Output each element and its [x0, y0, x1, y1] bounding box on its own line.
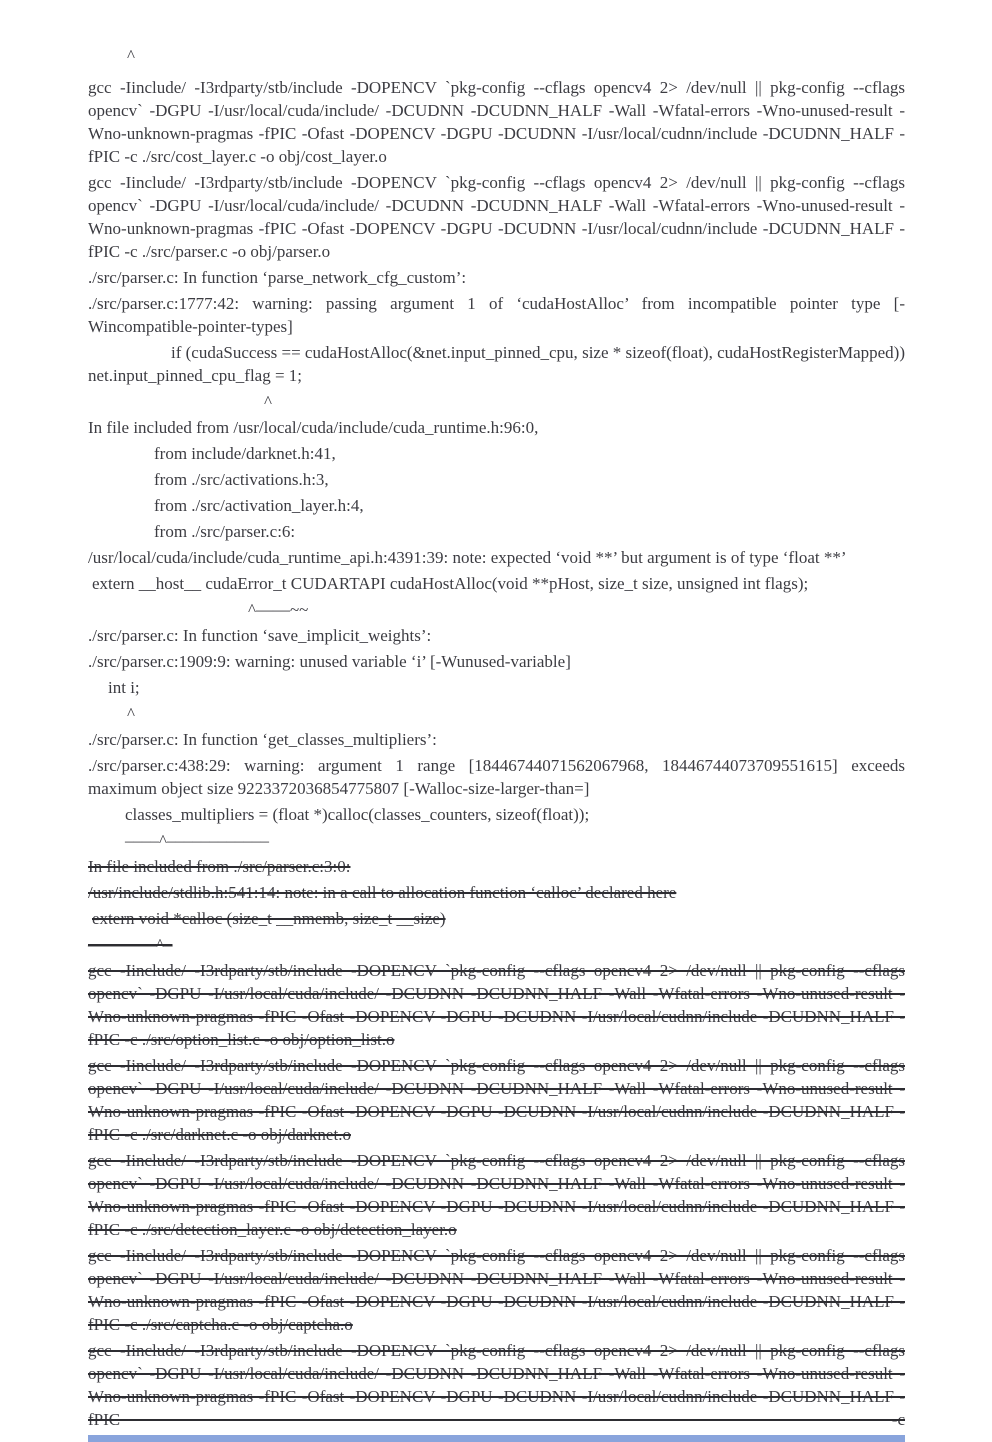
- caret-marker: ^: [127, 46, 135, 65]
- include-trace-line: from ./src/activations.h:3,: [154, 470, 329, 489]
- include-trace-line: In file included from ./src/parser.c:3:0:: [88, 857, 351, 876]
- note-line: /usr/include/stdlib.h:541:14: note: in a call to allocation function ‘calloc’ declared here: [88, 883, 677, 902]
- warning-line: ./src/parser.c:1909:9: warning: unused variable ‘i’ [-Wunused-variable]: [88, 652, 571, 671]
- code-excerpt-line: extern void *calloc (size_t __nmemb, size_t __size): [92, 909, 446, 928]
- gcc-command-cost-layer: gcc -Iinclude/ -I3rdparty/stb/include -DOPENCV `pkg-config --cflags opencv4 2> /dev/null || pkg-config --cflags opencv` -DGPU -I/usr/local/cuda/include/ -DCUDNN -DCUDNN_HALF -Wall -Wfatal-errors -Wno-unused-result -Wno-unknown-pragmas -fPIC -Ofast -DOPENCV -DGPU -DCUDNN -I/usr/local/cudnn/include -DCUDNN_HALF -fPIC -c ./src/cost_layer.c -o obj/cost_layer.o: [88, 78, 905, 166]
- warning-line: ./src/parser.c:438:29: warning: argument 1 range [18446744071562067968, 18446744073709551615] exceeds maximum object size 9223372036854775807 [-Walloc-size-larger-than=]: [88, 756, 905, 798]
- include-trace-line: In file included from /usr/local/cuda/include/cuda_runtime.h:96:0,: [88, 418, 539, 437]
- compiler-log-document: [88, 44, 905, 1431]
- dash-caret-marker: ————^–: [88, 935, 173, 954]
- code-excerpt-line: classes_multipliers = (float *)calloc(classes_counters, sizeof(float));: [125, 805, 590, 824]
- bottom-blue-bar: [88, 1435, 905, 1442]
- function-context-line: ./src/parser.c: In function ‘get_classes_multipliers’:: [88, 730, 437, 749]
- squiggle-marker: ^——~~: [248, 600, 309, 619]
- gcc-command-darknet: gcc -Iinclude/ -I3rdparty/stb/include -DOPENCV `pkg-config --cflags opencv4 2> /dev/null || pkg-config --cflags opencv` -DGPU -I/usr/local/cuda/include/ -DCUDNN -DCUDNN_HALF -Wall -Wfatal-errors -Wno-unused-result -Wno-unknown-pragmas -fPIC -Ofast -DOPENCV -DGPU -DCUDNN -I/usr/local/cudnn/include -DCUDNN_HALF -fPIC -c ./src/darknet.c -o obj/darknet.o: [88, 1056, 905, 1144]
- include-trace-line: from ./src/activation_layer.h:4,: [154, 496, 364, 515]
- gcc-command-option-list: gcc -Iinclude/ -I3rdparty/stb/include -DOPENCV `pkg-config --cflags opencv4 2> /dev/null || pkg-config --cflags opencv` -DGPU -I/usr/local/cuda/include/ -DCUDNN -DCUDNN_HALF -Wall -Wfatal-errors -Wno-unused-result -Wno-unknown-pragmas -fPIC -Ofast -DOPENCV -DGPU -DCUDNN -I/usr/local/cudnn/include -DCUDNN_HALF -fPIC -c ./src/option_list.c -o obj/option_list.o: [88, 961, 905, 1049]
- dash-caret-marker: ––––^––––––––––––: [125, 831, 269, 850]
- code-excerpt-line: if (cudaSuccess == cudaHostAlloc(&net.input_pinned_cpu, size * sizeof(float), cudaHostRegisterMapped)) net.input_pinned_cpu_flag = 1;: [88, 343, 905, 385]
- code-excerpt-line: int i;: [108, 678, 140, 697]
- caret-marker: ^: [127, 704, 135, 723]
- gcc-command-detection-layer: gcc -Iinclude/ -I3rdparty/stb/include -DOPENCV `pkg-config --cflags opencv4 2> /dev/null || pkg-config --cflags opencv` -DGPU -I/usr/local/cuda/include/ -DCUDNN -DCUDNN_HALF -Wall -Wfatal-errors -Wno-unused-result -Wno-unknown-pragmas -fPIC -Ofast -DOPENCV -DGPU -DCUDNN -I/usr/local/cudnn/include -DCUDNN_HALF -fPIC -c ./src/detection_layer.c -o obj/detection_layer.o: [88, 1151, 905, 1239]
- include-trace-line: from ./src/parser.c:6:: [154, 522, 296, 541]
- caret-marker: ^: [264, 392, 272, 411]
- warning-line: ./src/parser.c:1777:42: warning: passing argument 1 of ‘cudaHostAlloc’ from incompatible pointer type [-Wincompatible-pointer-types]: [88, 294, 905, 336]
- code-excerpt-line: extern __host__ cudaError_t CUDARTAPI cudaHostAlloc(void **pHost, size_t size, unsigned int flags);: [92, 574, 809, 593]
- gcc-command-parser: gcc -Iinclude/ -I3rdparty/stb/include -DOPENCV `pkg-config --cflags opencv4 2> /dev/null || pkg-config --cflags opencv` -DGPU -I/usr/local/cuda/include/ -DCUDNN -DCUDNN_HALF -Wall -Wfatal-errors -Wno-unused-result -Wno-unknown-pragmas -fPIC -Ofast -DOPENCV -DGPU -DCUDNN -I/usr/local/cudnn/include -DCUDNN_HALF -fPIC -c ./src/parser.c -o obj/parser.o: [88, 173, 905, 261]
- gcc-command-captcha: gcc -Iinclude/ -I3rdparty/stb/include -DOPENCV `pkg-config --cflags opencv4 2> /dev/null || pkg-config --cflags opencv` -DGPU -I/usr/local/cuda/include/ -DCUDNN -DCUDNN_HALF -Wall -Wfatal-errors -Wno-unused-result -Wno-unknown-pragmas -fPIC -Ofast -DOPENCV -DGPU -DCUDNN -I/usr/local/cudnn/include -DCUDNN_HALF -fPIC -c ./src/captcha.c -o obj/captcha.o: [88, 1246, 905, 1334]
- include-trace-line: from include/darknet.h:41,: [154, 444, 336, 463]
- gcc-command-truncated: gcc -Iinclude/ -I3rdparty/stb/include -DOPENCV `pkg-config --cflags opencv4 2> /dev/null || pkg-config --cflags opencv` -DGPU -I/usr/local/cuda/include/ -DCUDNN -DCUDNN_HALF -Wall -Wfatal-errors -Wno-unused-result -Wno-unknown-pragmas -fPIC -Ofast -DOPENCV -DGPU -DCUDNN -I/usr/local/cudnn/include -DCUDNN_HALF -fPIC -c: [88, 1341, 905, 1429]
- function-context-line: ./src/parser.c: In function ‘parse_network_cfg_custom’:: [88, 268, 467, 287]
- function-context-line: ./src/parser.c: In function ‘save_implicit_weights’:: [88, 626, 432, 645]
- note-line: /usr/local/cuda/include/cuda_runtime_api.h:4391:39: note: expected ‘void **’ but argument is of type ‘float **’: [88, 548, 847, 567]
